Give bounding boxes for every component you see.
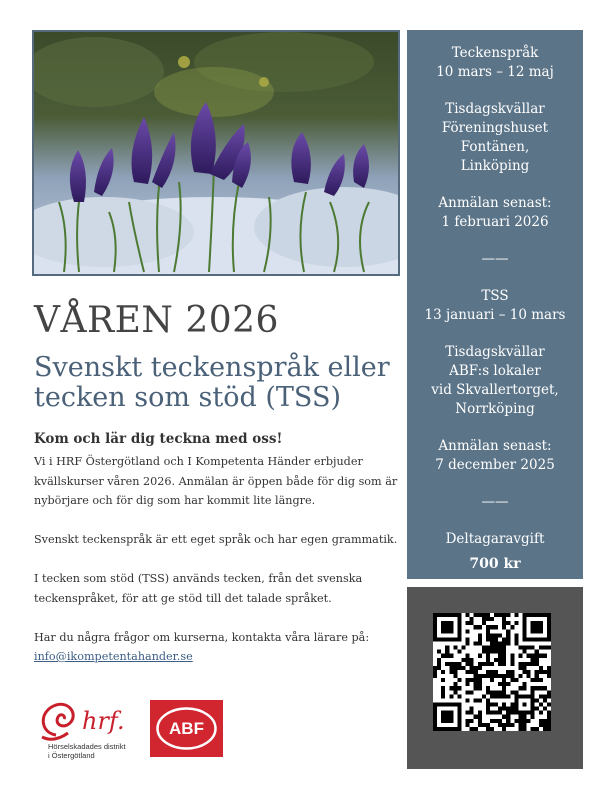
course1-place-1: Föreningshuset <box>441 120 549 136</box>
course2-title-block <box>407 287 583 325</box>
course1-deadline: 1 februari 2026 <box>441 214 549 230</box>
intro-line-1: Vi i HRF Östergötland och I Kompetenta Händer erbjuder <box>34 455 363 468</box>
course1-place-2: Fontänen, <box>460 139 530 155</box>
course2-day: Tisdagskvällar <box>445 344 545 360</box>
course-info-sidebar <box>407 30 583 579</box>
course2-location-block <box>407 343 583 419</box>
course2-deadline-block <box>407 437 583 475</box>
course2-place-1: ABF:s lokaler <box>449 363 541 379</box>
intro-line-2: kvällskurser våren 2026. Anmälan är öppen både för dig som är <box>34 474 398 488</box>
course1-deadline-block <box>407 194 583 232</box>
subtitle-line-1: Svenskt teckenspråk eller <box>34 352 390 383</box>
sign-language-paragraph: Svenskt teckenspråk är ett eget språk och har egen grammatik. <box>34 533 398 546</box>
separator-2: —— <box>481 494 509 510</box>
fee-label: Deltagaravgift <box>445 531 545 547</box>
course2-dates: 13 januari – 10 mars <box>424 307 566 323</box>
course1-city: Linköping <box>460 158 530 174</box>
page-title: VÅREN 2026 <box>34 300 279 341</box>
email-link[interactable]: info@ikompetentahander.se <box>34 650 193 663</box>
fee-value: 700 kr <box>469 556 521 572</box>
course1-day: Tisdagskvällar <box>445 101 545 117</box>
course1-location-block <box>407 100 583 176</box>
tss-line-2: teckenspråket, för att ge stöd till det talade språket. <box>34 591 332 605</box>
tss-line-1: I tecken som stöd (TSS) används tecken, från det svenska <box>34 572 363 585</box>
body-text <box>34 452 404 686</box>
hrf-subtitle-1: Hörselskadades distrikt <box>48 742 126 751</box>
course2-city: Norrköping <box>455 401 535 417</box>
crocus-photo <box>32 30 400 276</box>
intro-paragraph <box>34 452 404 511</box>
course1-dates: 10 mars – 12 maj <box>436 64 554 80</box>
course2-place-2: vid Skvallertorget, <box>431 382 559 398</box>
course1-name: Teckenspråk <box>451 45 539 61</box>
subtitle-line-2: tecken som stöd (TSS) <box>34 382 341 413</box>
qr-panel <box>407 587 583 769</box>
course1-title-block <box>407 44 583 82</box>
hrf-subtitle-2: i Östergötland <box>48 751 95 760</box>
hrf-subtitle <box>48 742 126 760</box>
contact-paragraph <box>34 628 404 667</box>
qr-code[interactable] <box>433 613 551 731</box>
intro-line-3: nybörjare och för dig som har kommit lite längre. <box>34 494 316 507</box>
abf-logo <box>150 700 223 757</box>
course2-deadline-label: Anmälan senast: <box>438 438 552 454</box>
tss-paragraph <box>34 569 404 608</box>
abf-logo-text: ABF <box>169 719 204 738</box>
course2-name: TSS <box>481 288 509 304</box>
course1-deadline-label: Anmälan senast: <box>438 195 552 211</box>
hrf-logo-text: hrf. <box>82 707 125 735</box>
page-subtitle <box>34 353 399 413</box>
course2-deadline: 7 december 2025 <box>435 457 555 473</box>
lead-text: Kom och lär dig teckna med oss! <box>34 431 283 447</box>
contact-line: Har du några frågor om kurserna, kontakta våra lärare på: <box>34 630 370 644</box>
fee-block <box>407 530 583 574</box>
separator-1: —— <box>481 251 509 267</box>
